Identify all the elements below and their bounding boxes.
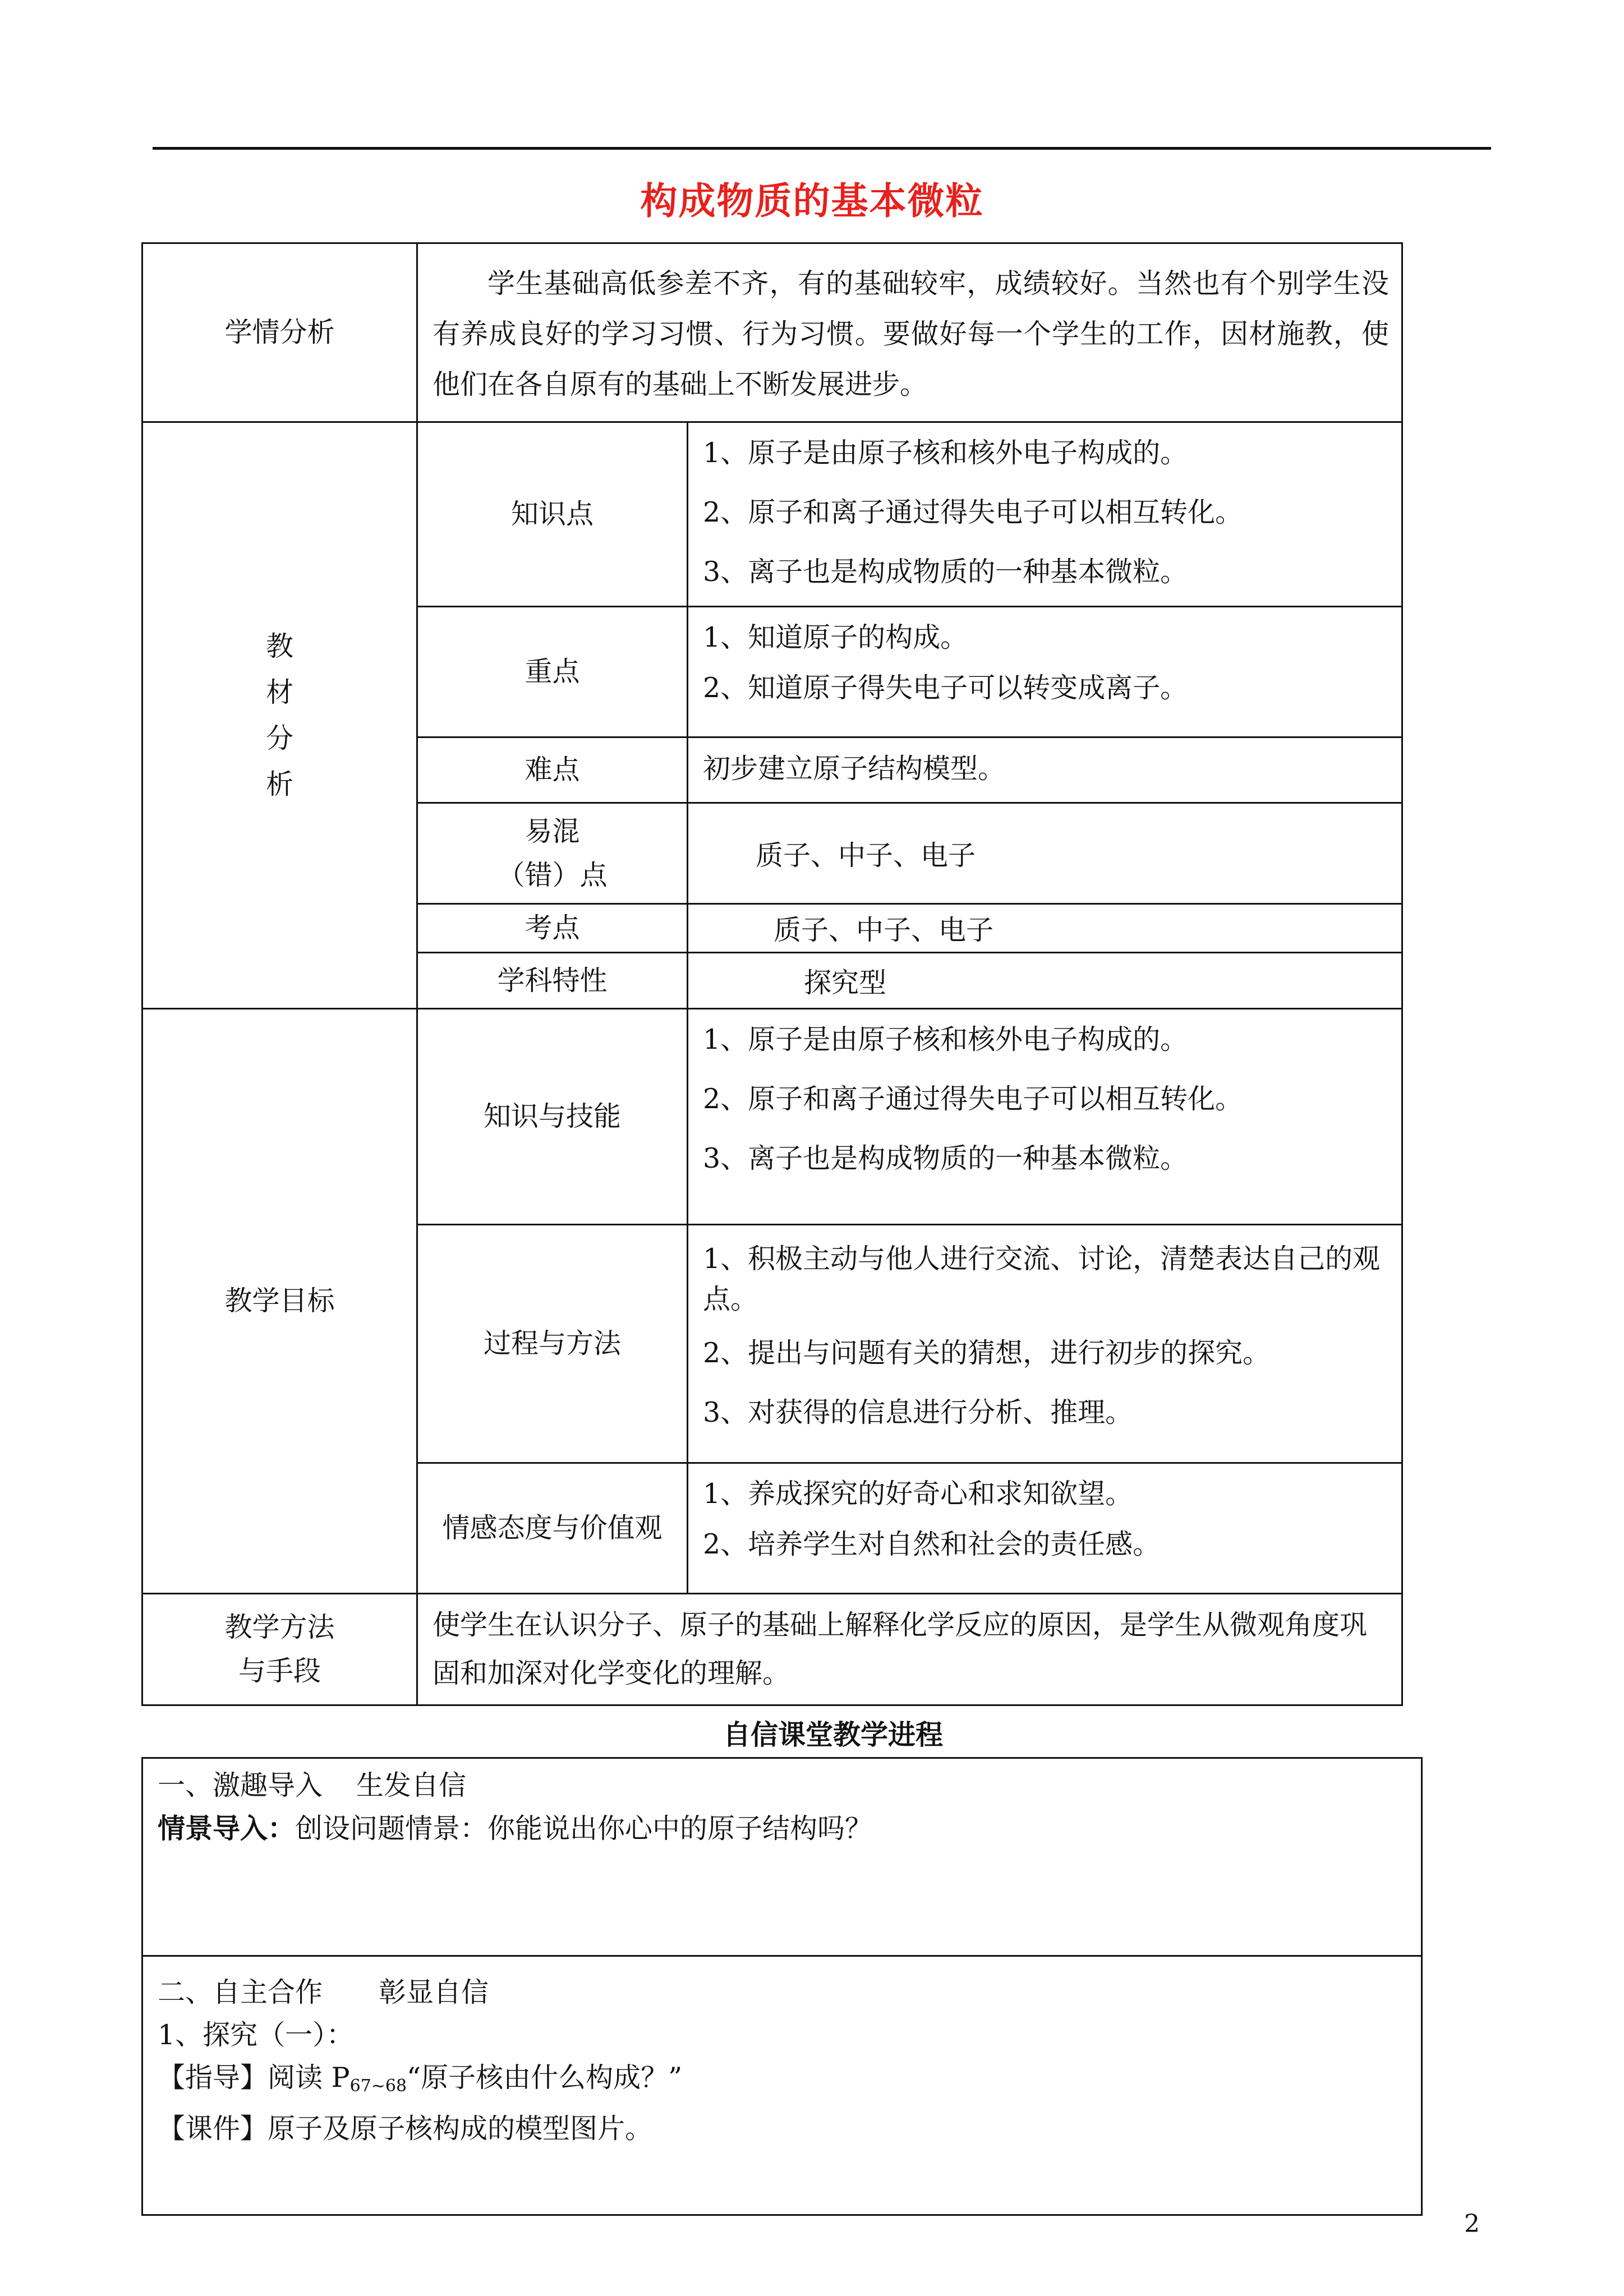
section-2-cell bbox=[142, 1956, 1422, 2215]
document-title: 构成物质的基本微粒 bbox=[640, 179, 984, 223]
section-2-heading: 二、自主合作 彰显自信 bbox=[158, 1976, 489, 2008]
list-item: 2、原子和离子通过得失电子可以相互转化。 bbox=[703, 1083, 1243, 1115]
list-item: 2、原子和离子通过得失电子可以相互转化。 bbox=[703, 496, 1243, 528]
table-row bbox=[142, 1956, 1422, 2215]
process-table bbox=[141, 1757, 1423, 2216]
material-analysis-label: 教 材 分 析 bbox=[142, 422, 417, 1009]
list-item: 2、提出与问题有关的猜想，进行初步的探究。 bbox=[703, 1337, 1271, 1369]
process-methods-label: 过程与方法 bbox=[417, 1225, 688, 1463]
process-title: 自信课堂教学进程 bbox=[723, 1718, 943, 1751]
explore-line: 1、探究（一）： bbox=[158, 2019, 354, 2051]
table-row bbox=[142, 1009, 1402, 1225]
confusing-label: 易混 （错）点 bbox=[417, 803, 688, 904]
table-row bbox=[142, 1758, 1422, 1956]
list-item: 3、离子也是构成物质的一种基本微粒。 bbox=[703, 1142, 1188, 1174]
table-row bbox=[142, 422, 1402, 607]
list-item: 1、养成探究的好奇心和求知欲望。 bbox=[703, 1478, 1133, 1510]
guide-line: 【指导】阅读 $P_{67\sim 68}“$原子核由什么构成？” bbox=[158, 2062, 683, 2096]
knowledge-list bbox=[688, 422, 1402, 607]
difficulty-text: 初步建立原子结构模型。 bbox=[688, 737, 1402, 803]
courseware-line: 【课件】原子及原子核构成的模型图片。 bbox=[158, 2113, 653, 2145]
exam-points-label: 考点 bbox=[417, 904, 688, 953]
list-item: 1、知道原子的构成。 bbox=[703, 621, 968, 653]
table-row bbox=[142, 1594, 1402, 1705]
section-1-cell bbox=[142, 1758, 1422, 1956]
subject-nature-label: 学科特性 bbox=[417, 953, 688, 1009]
list-item: 2、培养学生对自然和社会的责任感。 bbox=[703, 1528, 1161, 1560]
list-item: 3、对获得的信息进行分析、推理。 bbox=[703, 1396, 1133, 1428]
student-analysis-label: 学情分析 bbox=[142, 243, 417, 422]
list-item: 2、知道原子得失电子可以转变成离子。 bbox=[703, 672, 1188, 704]
knowledge-skills-label: 知识与技能 bbox=[417, 1009, 688, 1225]
emotion-values-label: 情感态度与价值观 bbox=[417, 1463, 688, 1594]
key-points-label: 重点 bbox=[417, 607, 688, 737]
teaching-methods-text: 使学生在认识分子、原子的基础上解释化学反应的原因，是学生从微观角度巩固和加深对化学变化的理解。 bbox=[417, 1594, 1402, 1705]
exam-points-text: 质子、中子、电子 bbox=[688, 904, 1402, 953]
list-item: 1、积极主动与他人进行交流、讨论，清楚表达自己的观点。 bbox=[703, 1243, 1381, 1315]
lesson-plan-table bbox=[141, 242, 1403, 1706]
section-1-heading: 一、激趣导入 生发自信 bbox=[158, 1769, 467, 1801]
difficulty-label: 难点 bbox=[417, 737, 688, 803]
teaching-goals-label: 教学目标 bbox=[142, 1009, 417, 1594]
knowledge-label: 知识点 bbox=[417, 422, 688, 607]
list-item: 1、原子是由原子核和核外电子构成的。 bbox=[703, 1023, 1188, 1055]
list-item: 3、离子也是构成物质的一种基本微粒。 bbox=[703, 556, 1188, 588]
student-analysis-text: 学生基础高低参差不齐，有的基础较牢，成绩较好。当然也有个别学生没有养成良好的学习习惯、行为习惯。要做好每一个学生的工作，因材施教，使他们在各自原有的基础上不断发展进步。 bbox=[417, 243, 1402, 422]
subject-nature-text: 探究型 bbox=[688, 953, 1402, 1009]
scene-intro: 情景导入：创设问题情景：你能说出你心中的原子结构吗？ bbox=[158, 1812, 873, 1845]
key-points-list bbox=[688, 607, 1402, 737]
page-number: 2 bbox=[1464, 2210, 1480, 2238]
list-item: 1、原子是由原子核和核外电子构成的。 bbox=[703, 437, 1188, 469]
knowledge-skills-list bbox=[688, 1009, 1402, 1225]
header-rule bbox=[153, 147, 1491, 150]
teaching-methods-label: 教学方法 与手段 bbox=[142, 1594, 417, 1705]
confusing-text: 质子、中子、电子 bbox=[688, 803, 1402, 904]
process-methods-list bbox=[688, 1225, 1402, 1463]
table-row bbox=[142, 243, 1402, 422]
emotion-values-list bbox=[688, 1463, 1402, 1594]
